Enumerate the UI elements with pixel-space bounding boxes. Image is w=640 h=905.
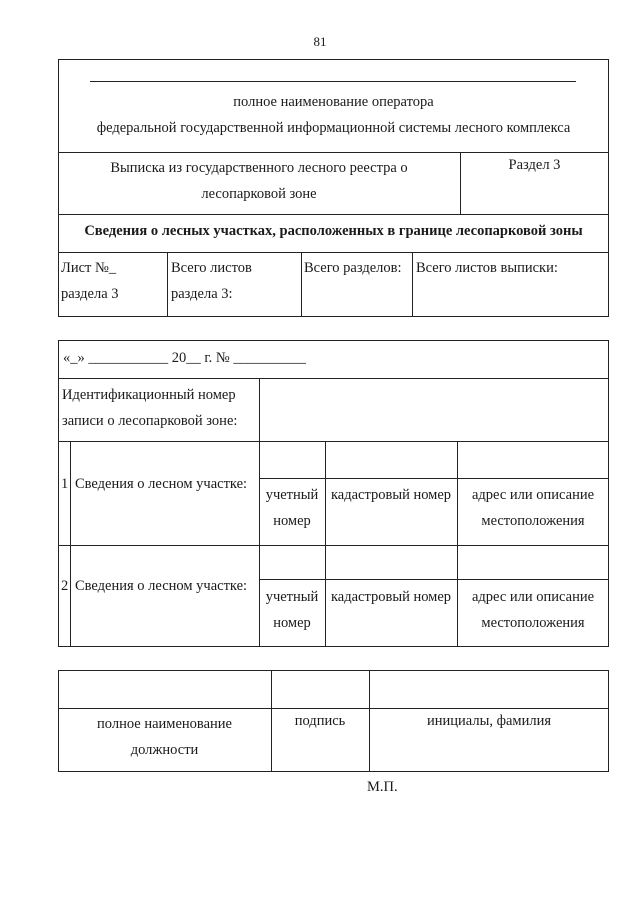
section-label: Раздел 3 bbox=[508, 157, 561, 173]
record-id-label-line1: Идентификационный номер bbox=[62, 387, 236, 403]
plot-2-number: 2 bbox=[61, 578, 69, 594]
extract-title-line1: Выписка из государственного лесного реестра о bbox=[110, 160, 408, 176]
page-number: 81 bbox=[313, 34, 327, 49]
extract-title-line2: лесопарковой зоне bbox=[201, 186, 317, 202]
total-sections: Всего разделов: bbox=[304, 260, 402, 276]
name-label: инициалы, фамилия bbox=[426, 713, 552, 729]
stamp-label: М.П. bbox=[367, 779, 398, 795]
plot-2-label: Сведения о лесном участке: bbox=[75, 578, 248, 594]
plot-2-cadastral-number: кадастровый номер bbox=[330, 589, 452, 605]
plot-1-account-number-line1: учетный bbox=[265, 487, 319, 503]
info-title: Сведения о лесных участках, расположенных в границе лесопарковой зоны bbox=[84, 223, 583, 239]
plot-2-address-line2: местоположения bbox=[481, 615, 585, 631]
plot-1-address-line2: местоположения bbox=[481, 513, 585, 529]
plot-2-address-line1: адрес или описание bbox=[471, 589, 595, 605]
operator-label-line2: федеральной государственной информационной системы лесного комплекса bbox=[96, 120, 571, 136]
position-label-line2: должности bbox=[130, 742, 199, 758]
plot-1-number: 1 bbox=[61, 476, 69, 492]
operator-label-line1: полное наименование оператора bbox=[233, 94, 434, 110]
sheet-number-line1: Лист №_ bbox=[61, 260, 117, 276]
plot-1-label: Сведения о лесном участке: bbox=[75, 476, 248, 492]
position-label-line1: полное наименование bbox=[97, 716, 232, 732]
plot-1-cadastral-number: кадастровый номер bbox=[330, 487, 452, 503]
total-sheets-line2: раздела 3: bbox=[171, 286, 233, 302]
plot-2-account-number-line1: учетный bbox=[265, 589, 319, 605]
record-id-label-line2: записи о лесопарковой зоне: bbox=[62, 413, 238, 429]
total-extract-sheets: Всего листов выписки: bbox=[416, 260, 558, 276]
date-number-line: «_» ___________ 20__ г. № __________ bbox=[63, 350, 306, 366]
signature-label: подпись bbox=[294, 713, 346, 729]
plot-2-account-number-line2: номер bbox=[273, 615, 311, 631]
operator-name-blank-line bbox=[90, 81, 576, 82]
plot-1-account-number-line2: номер bbox=[273, 513, 311, 529]
total-sheets-line1: Всего листов bbox=[171, 260, 252, 276]
plot-1-address-line1: адрес или описание bbox=[471, 487, 595, 503]
sheet-number-line2: раздела 3 bbox=[61, 286, 119, 302]
